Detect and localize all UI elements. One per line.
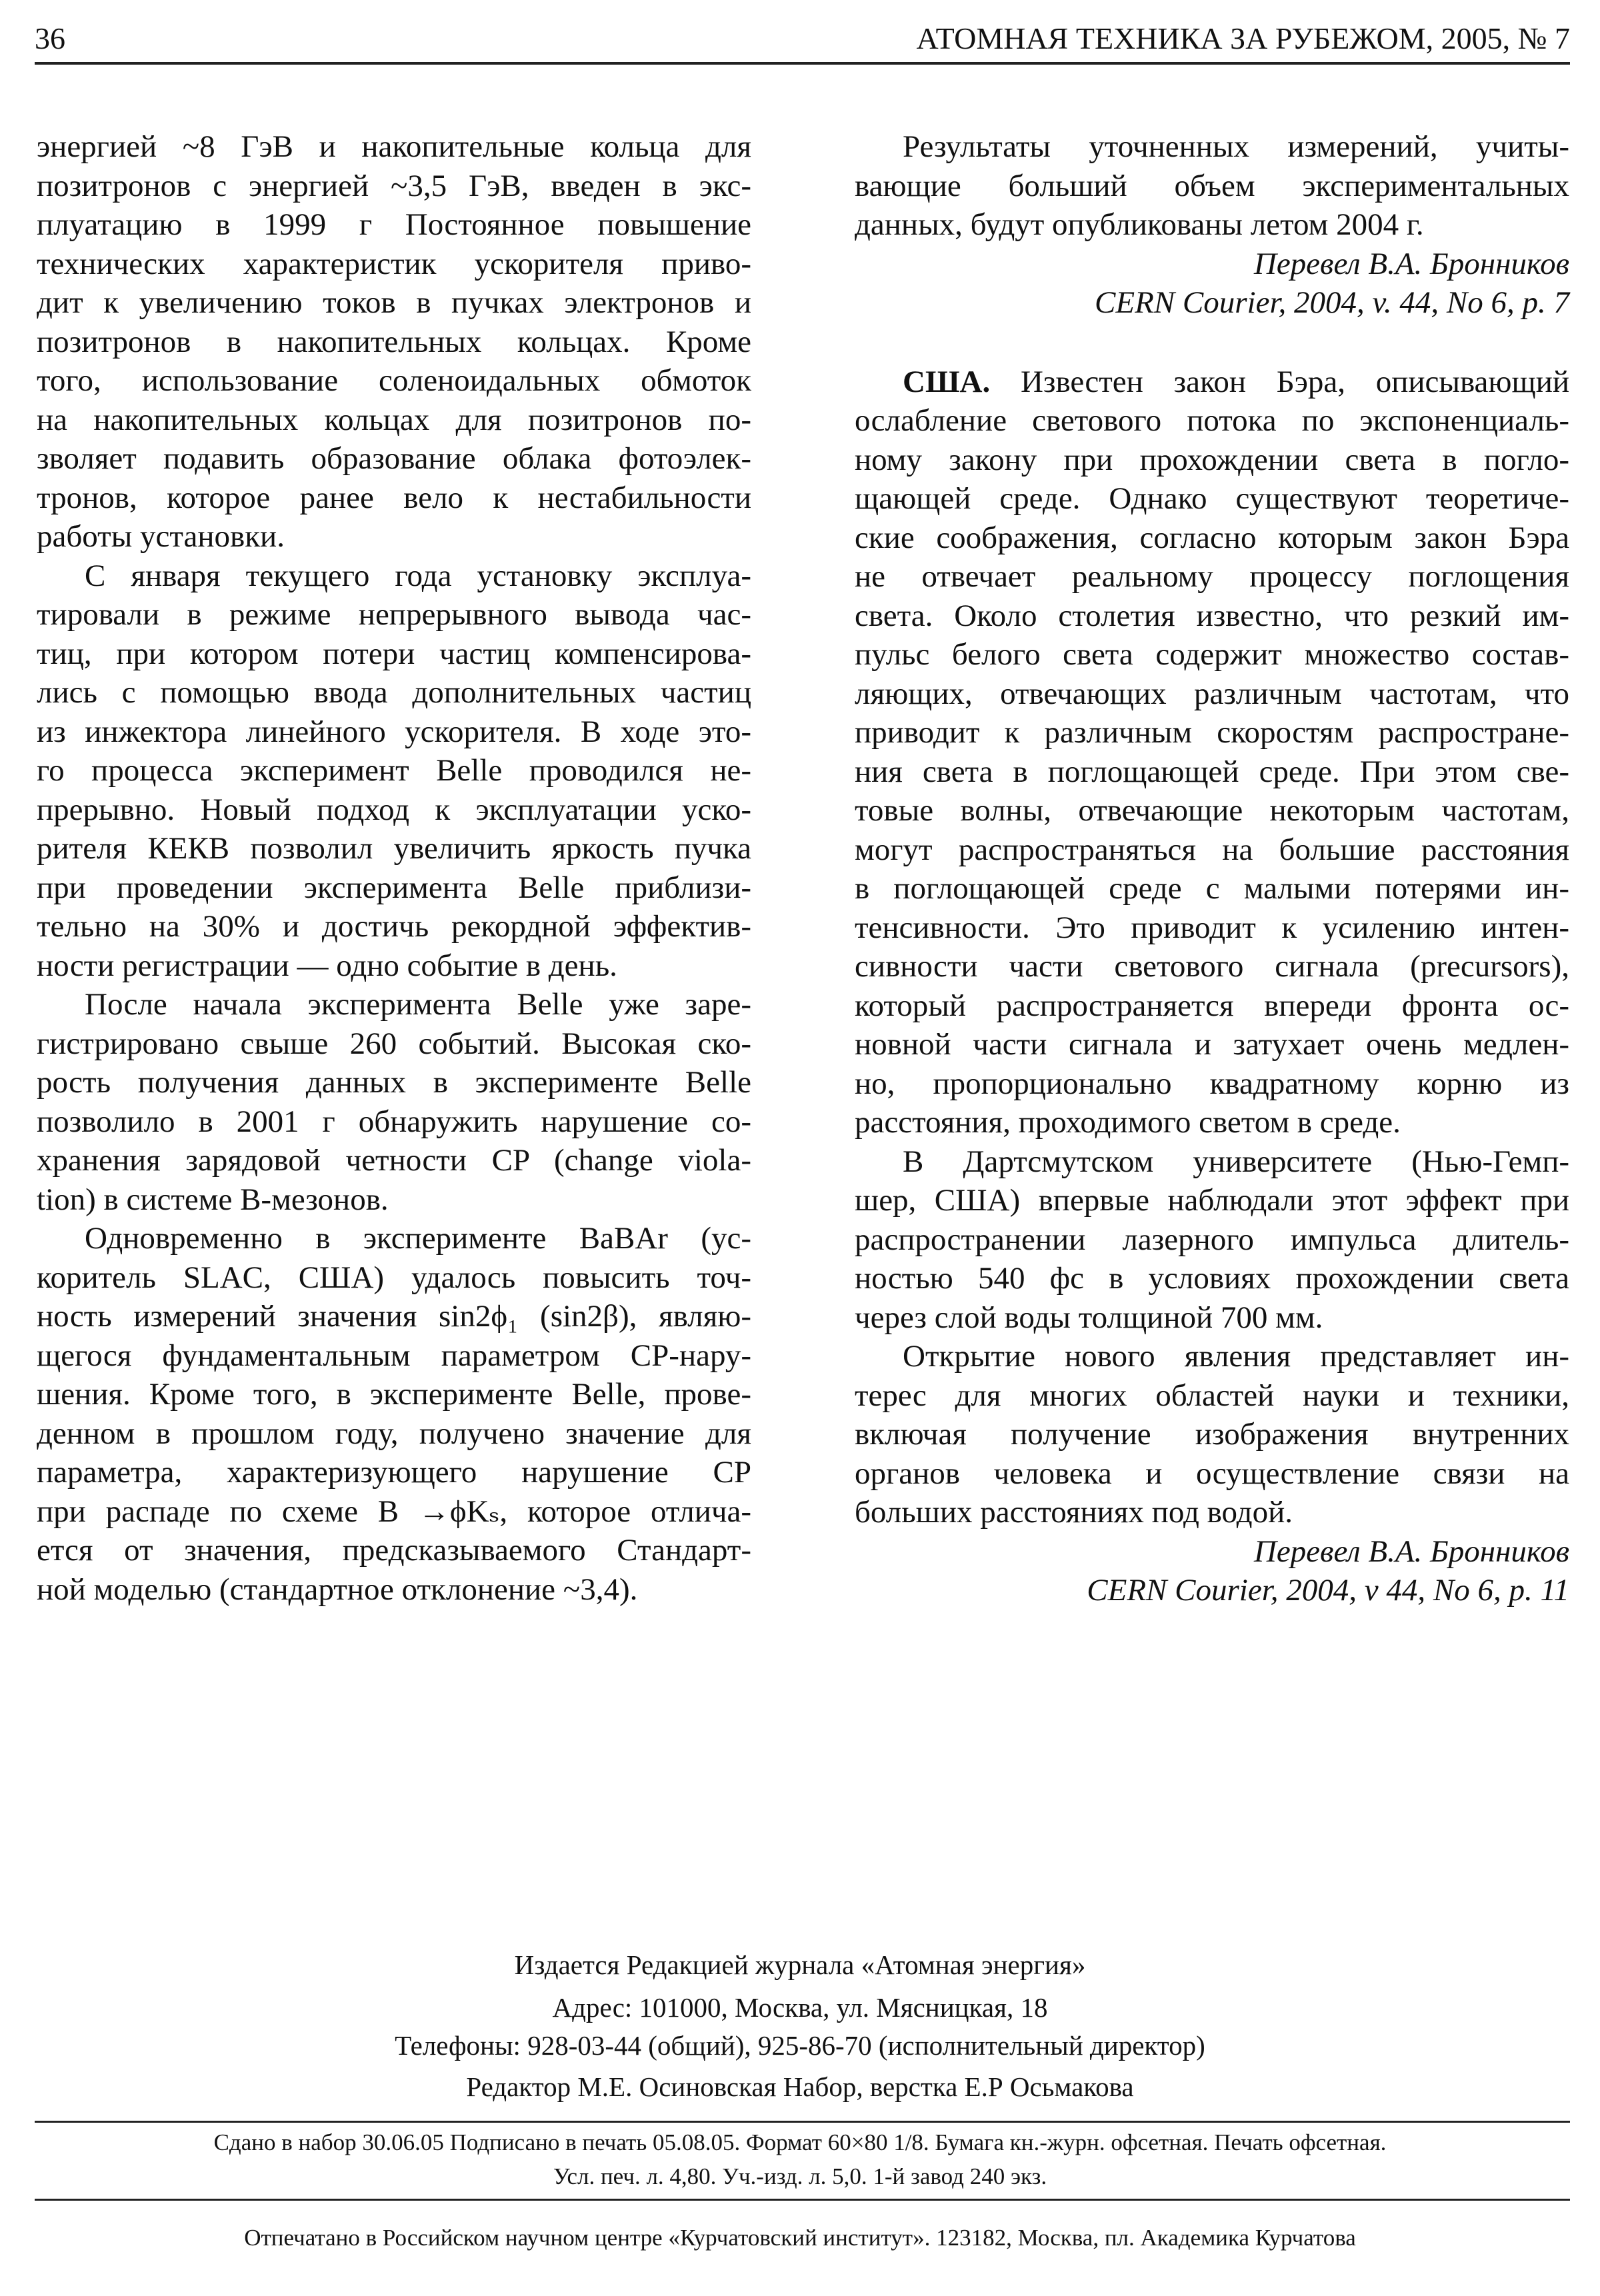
line-text: позитронов с энергией ~3,5 ГэВ, введен в экс- bbox=[37, 168, 751, 203]
left-paragraph-line bbox=[37, 1219, 751, 1258]
line-text: из инжектора линейного ускорителя. В ходе это- bbox=[37, 714, 751, 749]
line-text: света. Около столетия известно, что резкий им- bbox=[855, 598, 1569, 633]
left-paragraph-line bbox=[37, 1492, 751, 1532]
right-paragraph-line bbox=[855, 205, 1569, 245]
right-paragraph-line bbox=[855, 1493, 1569, 1532]
right-paragraph-line bbox=[855, 713, 1569, 752]
right-paragraph-line bbox=[855, 127, 1569, 167]
right-paragraph-line bbox=[855, 830, 1569, 870]
right-paragraph-line bbox=[855, 674, 1569, 714]
line-text: ослабление светового потока по экспоненциаль- bbox=[855, 403, 1569, 438]
journal-title: АТОМНАЯ ТЕХНИКА ЗА РУБЕЖОМ, 2005, № 7 bbox=[916, 21, 1570, 55]
left-paragraph-line bbox=[37, 907, 751, 946]
line-text: Открытие нового явления представляет ин- bbox=[903, 1339, 1569, 1374]
line-text: на накопительных кольцах для позитронов по- bbox=[37, 402, 751, 437]
right-paragraph-line bbox=[855, 1259, 1569, 1298]
line-text: После начала эксперимента Belle уже заре- bbox=[85, 987, 751, 1022]
left-paragraph-line bbox=[37, 361, 751, 401]
line-text: щающей среде. Однако существуют теоретиче- bbox=[855, 481, 1569, 516]
right-paragraph-line bbox=[855, 1415, 1569, 1454]
left-paragraph-line bbox=[37, 479, 751, 518]
line-text: В Дартсмутском университете (Нью-Гемп- bbox=[903, 1144, 1569, 1179]
line-text: зволяет подавить образование облака фотоэлек- bbox=[37, 441, 751, 476]
right-paragraph-line bbox=[855, 1337, 1569, 1376]
line-text: работы установки. bbox=[37, 519, 285, 554]
right-paragraph-line bbox=[855, 986, 1569, 1026]
line-text: плуатацию в 1999 г Постоянное повышение bbox=[37, 207, 751, 242]
left-paragraph-line bbox=[37, 595, 751, 634]
line-text: вающие больший объем экспериментальных bbox=[855, 168, 1569, 203]
spacer bbox=[855, 323, 1569, 363]
line-text: коритель SLAC, США) удалось повысить точ- bbox=[37, 1260, 751, 1295]
right-paragraph-line bbox=[855, 363, 1569, 402]
footer-print-info-2: Усл. печ. л. 4,80. Уч.-изд. л. 5,0. 1-й завод 240 экз. bbox=[553, 2163, 1047, 2189]
right-paragraph-line bbox=[855, 557, 1569, 596]
line-text: ния света в поглощающей среде. При этом све- bbox=[855, 754, 1569, 789]
line-text: в поглощающей среде с малыми потерями ин- bbox=[855, 871, 1569, 906]
right-paragraph-line bbox=[855, 947, 1569, 986]
line-text: ной моделью (стандартное отклонение ~3,4). bbox=[37, 1572, 638, 1607]
line-text: ность измерений значения sin2ϕ₁ (sin2β), являю- bbox=[37, 1299, 751, 1334]
line-text: Известен закон Бэра, описывающий bbox=[990, 364, 1569, 399]
right-paragraph-line bbox=[855, 1025, 1569, 1064]
line-text: тировали в режиме непрерывного вывода час- bbox=[37, 597, 751, 632]
footer-rule-top bbox=[35, 2121, 1570, 2123]
right-paragraph-line bbox=[855, 1142, 1569, 1182]
left-paragraph-line bbox=[37, 946, 751, 986]
line-text: позитронов в накопительных кольцах. Кроме bbox=[37, 324, 751, 359]
left-paragraph-line bbox=[37, 127, 751, 167]
right-paragraph-line bbox=[855, 908, 1569, 948]
line-text: ские соображения, согласно которым закон Бэра bbox=[855, 520, 1569, 555]
line-text: гистрировано свыше 260 событий. Высокая ско- bbox=[37, 1026, 751, 1061]
line-text: го процесса эксперимент Belle проводился не- bbox=[37, 753, 751, 788]
left-paragraph-line bbox=[37, 829, 751, 868]
left-paragraph-line bbox=[37, 205, 751, 245]
line-text: ности регистрации — одно событие в день. bbox=[37, 948, 617, 983]
line-text: данных, будут опубликованы летом 2004 г. bbox=[855, 207, 1424, 242]
left-paragraph-line bbox=[37, 1297, 751, 1336]
right-paragraph-line bbox=[855, 1454, 1569, 1494]
line-text: лись с помощью ввода дополнительных частиц bbox=[37, 675, 751, 710]
left-paragraph-line bbox=[37, 1141, 751, 1180]
line-text: ному закону при прохождении света в погло- bbox=[855, 442, 1569, 477]
left-paragraph-line bbox=[37, 1336, 751, 1376]
left-paragraph-line bbox=[37, 517, 751, 557]
line-text: прерывно. Новый подход к эксплуатации уско- bbox=[37, 792, 751, 827]
line-text: терес для многих областей науки и техники, bbox=[855, 1378, 1569, 1413]
right-paragraph-line bbox=[855, 791, 1569, 830]
line-text: позволило в 2001 г обнаружить нарушение со- bbox=[37, 1104, 751, 1139]
left-paragraph-line bbox=[37, 1258, 751, 1298]
line-text: при распаде по схеме B →ϕKₛ, которое отлича- bbox=[37, 1494, 751, 1529]
left-paragraph-line bbox=[37, 557, 751, 596]
right-paragraph-line bbox=[855, 519, 1569, 558]
line-text: органов человека и осуществление связи на bbox=[855, 1456, 1569, 1491]
right-paragraph-line bbox=[855, 635, 1569, 674]
left-paragraph-line bbox=[37, 1570, 751, 1610]
line-text: распространении лазерного импульса длитель- bbox=[855, 1222, 1569, 1257]
right-paragraph-line bbox=[855, 401, 1569, 441]
line-text: Результаты уточненных измерений, учиты- bbox=[903, 129, 1569, 164]
header-rule bbox=[35, 62, 1570, 65]
left-paragraph-line bbox=[37, 401, 751, 440]
right-paragraph-line bbox=[855, 1376, 1569, 1416]
left-paragraph-line bbox=[37, 634, 751, 674]
line-text: могут распространяться на большие расстояния bbox=[855, 832, 1569, 867]
left-paragraph-line bbox=[37, 167, 751, 206]
left-paragraph-line bbox=[37, 1024, 751, 1064]
line-text: шер, США) впервые наблюдали этот эффект при bbox=[855, 1183, 1569, 1218]
line-text: tion) в системе B-мезонов. bbox=[37, 1182, 389, 1217]
left-column bbox=[37, 127, 751, 1609]
right-paragraph-line bbox=[855, 1103, 1569, 1142]
line-text: Одновременно в эксперименте BaBAr (ус- bbox=[85, 1221, 751, 1256]
line-text: технических характеристик ускорителя приво- bbox=[37, 246, 751, 281]
right-paragraph-line bbox=[855, 1064, 1569, 1104]
line-text: параметра, характеризующего нарушение CP bbox=[37, 1455, 751, 1490]
left-paragraph-line bbox=[37, 1375, 751, 1414]
country-lead: США. bbox=[903, 364, 991, 399]
left-paragraph-line bbox=[37, 1102, 751, 1142]
left-paragraph-line bbox=[37, 1063, 751, 1102]
line-text: включая получение изображения внутренних bbox=[855, 1417, 1569, 1452]
line-text: ностью 540 фс в условиях прохождении света bbox=[855, 1261, 1569, 1296]
left-paragraph-line bbox=[37, 283, 751, 323]
footer-publisher: Издается Редакцией журнала «Атомная энергия» bbox=[514, 1949, 1086, 1980]
line-text: товые волны, отвечающие некоторым частотам, bbox=[855, 793, 1569, 828]
right-paragraph-line bbox=[855, 752, 1569, 792]
line-text: тенсивности. Это приводит к усилению интен- bbox=[855, 910, 1569, 945]
right-paragraph-line bbox=[855, 441, 1569, 480]
line-text: через слой воды толщиной 700 мм. bbox=[855, 1300, 1323, 1335]
line-text: не отвечает реальному процессу поглощения bbox=[855, 559, 1569, 594]
line-text: при проведении эксперимента Belle приблизи- bbox=[37, 870, 751, 905]
left-paragraph-line bbox=[37, 790, 751, 830]
line-text: пульс белого света содержит множество состав- bbox=[855, 637, 1569, 672]
line-text: того, использование соленоидальных обмоток bbox=[37, 363, 751, 398]
left-paragraph-line bbox=[37, 439, 751, 479]
left-paragraph-line bbox=[37, 1453, 751, 1492]
line-text: расстояния, проходимого светом в среде. bbox=[855, 1105, 1401, 1140]
line-text: новной части сигнала и затухает очень медлен- bbox=[855, 1027, 1569, 1062]
line-text: щегося фундаментальным параметром CP-нару- bbox=[37, 1338, 751, 1373]
left-paragraph-line bbox=[37, 1531, 751, 1570]
translator-credit: Перевел В.А. Бронников bbox=[1253, 1534, 1569, 1569]
left-paragraph-line bbox=[37, 868, 751, 908]
line-text: С января текущего года установку эксплуа- bbox=[85, 558, 751, 593]
line-text: ляющих, отвечающих различным частотам, что bbox=[855, 676, 1569, 711]
left-paragraph-line bbox=[37, 323, 751, 362]
translator-credit: Перевел В.А. Бронников bbox=[1253, 246, 1569, 281]
left-paragraph-line bbox=[37, 245, 751, 284]
right-paragraph-line bbox=[855, 1298, 1569, 1338]
left-paragraph-line bbox=[37, 1180, 751, 1220]
footer-rule-bottom bbox=[35, 2199, 1570, 2201]
line-text: сивности части светового сигнала (precursors), bbox=[855, 949, 1569, 984]
left-paragraph-line bbox=[37, 673, 751, 712]
source-citation: CERN Courier, 2004, v 44, No 6, p. 11 bbox=[1087, 1573, 1569, 1608]
line-text: энергией ~8 ГэВ и накопительные кольца для bbox=[37, 129, 751, 164]
right-paragraph-line bbox=[855, 479, 1569, 519]
line-text: шения. Кроме того, в эксперименте Belle, прове- bbox=[37, 1377, 751, 1412]
line-text: рость получения данных в эксперименте Belle bbox=[37, 1065, 751, 1100]
right-paragraph-line bbox=[855, 1181, 1569, 1220]
line-text: больших расстояниях под водой. bbox=[855, 1495, 1293, 1530]
line-text: ется от значения, предсказываемого Стандарт- bbox=[37, 1533, 751, 1568]
left-paragraph-line bbox=[37, 985, 751, 1024]
line-text: рителя КЕКВ позволил увеличить яркость пучка bbox=[37, 831, 751, 866]
page-number: 36 bbox=[35, 21, 65, 55]
right-paragraph-line bbox=[855, 1220, 1569, 1260]
right-paragraph-line bbox=[855, 869, 1569, 908]
line-text: тронов, которое ранее вело к нестабильности bbox=[37, 480, 751, 515]
line-text: тиц, при котором потери частиц компенсирова- bbox=[37, 636, 751, 671]
source-citation: CERN Courier, 2004, v. 44, No 6, p. 7 bbox=[1095, 285, 1569, 320]
line-text: приводит к различным скоростям распростране- bbox=[855, 715, 1569, 750]
footer-phones: Телефоны: 928-03-44 (общий), 925-86-70 (исполнительный директор) bbox=[395, 2030, 1205, 2061]
line-text: дит к увеличению токов в пучках электронов и bbox=[37, 285, 751, 320]
footer-address: Адрес: 101000, Москва, ул. Мясницкая, 18 bbox=[552, 1992, 1048, 2023]
line-text: который распространяется впереди фронта ос- bbox=[855, 988, 1569, 1023]
left-paragraph-line bbox=[37, 712, 751, 752]
left-paragraph-line bbox=[37, 1414, 751, 1454]
right-column bbox=[855, 127, 1569, 1610]
left-paragraph-line bbox=[37, 751, 751, 790]
footer-printed-at: Отпечатано в Российском научном центре «Курчатовский институт». 123182, Москва, пл. Академика Курчатова bbox=[244, 2225, 1356, 2251]
footer-editors: Редактор М.Е. Осиновская Набор, верстка Е.Р Осьмакова bbox=[466, 2071, 1134, 2102]
line-text: хранения зарядовой четности CP (change viola- bbox=[37, 1143, 751, 1178]
footer-print-info-1: Сдано в набор 30.06.05 Подписано в печать 05.08.05. Формат 60×80 1/8. Бумага кн.-журн. офсетная. Печать офсетная. bbox=[213, 2129, 1387, 2155]
line-text: тельно на 30% и достичь рекордной эффектив- bbox=[37, 909, 751, 944]
line-text: но, пропорционально квадратному корню из bbox=[855, 1066, 1569, 1101]
right-paragraph-line bbox=[855, 596, 1569, 636]
line-text: денном в прошлом году, получено значение для bbox=[37, 1416, 751, 1451]
right-paragraph-line bbox=[855, 167, 1569, 206]
